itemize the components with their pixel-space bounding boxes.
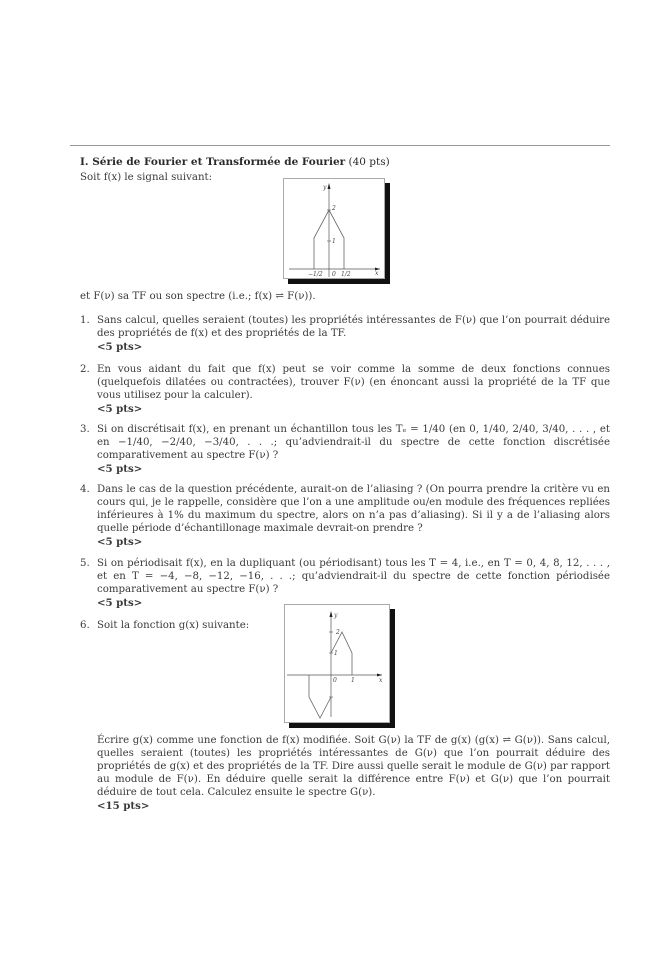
question-1 bbox=[80, 315, 610, 354]
signal-g-negative bbox=[309, 675, 331, 718]
question-number: 6. bbox=[80, 620, 90, 631]
question-points: <15 pts> bbox=[97, 799, 150, 812]
question-text: Dans le cas de la question précédente, aurait-on de l’aliasing ? (On pourra prendre la critère vu en cours qui, je le rappelle, considère que l’on a une amplitude ou/en module des fréquences repliées inférieures à 1% du maximum du spectre, alors on n’a pas d’aliasing). Si il y a de l’aliasing alors quelle période d’échantillonage maximale devrait-on prendre ? bbox=[97, 484, 610, 534]
question-points: <5 pts> bbox=[97, 340, 143, 353]
question-points: <5 pts> bbox=[97, 462, 143, 475]
question-5 bbox=[80, 558, 610, 610]
figure-f-plot bbox=[284, 179, 384, 278]
question-points: <5 pts> bbox=[97, 535, 143, 548]
x-tick-label-1: 1 bbox=[351, 677, 355, 684]
question-text: Si on périodisait f(x), en la dupliquant (ou périodisant) tous les T = 4, i.e., en T = 0, 4, 8, 12, . . . , et en T = −4, −8, −12, −16, . . .; qu’adviendrait-il du spectre de cette fonction périodisée comparativement au spectre F(ν) ? bbox=[97, 558, 610, 595]
question-6-followup-text: Écrire g(x) comme une fonction de f(x) modifiée. Soit G(ν) la TF de g(x) (g(x) ⇌ G(ν)). Sans calcul, quelles seraient (toutes) les propriétés intéressantes de G(ν) que l’on pourrait déduire des propriétés de g(x) et des propriétés de la TF. Dire aussi quelle serait le module de G(ν) par rapport au module de F(ν). En déduire quelle serait la différence entre F(ν) et G(ν) que l’on pourrait déduire de tout cela. Calculez ensuite le spectre G(ν). bbox=[97, 735, 610, 798]
x-label: x bbox=[375, 270, 379, 277]
question-text: Sans calcul, quelles seraient (toutes) les propriétés intéressantes de F(ν) que l’on pourrait déduire des propriétés de f(x) et des propriétés de la TF. bbox=[97, 315, 610, 339]
y-tick-label-1: 1 bbox=[332, 238, 336, 245]
question-points: <5 pts> bbox=[97, 596, 143, 609]
figure-g-plot bbox=[285, 605, 389, 722]
after-figure-text: et F(ν) sa TF ou son spectre (i.e.; f(x) ⇌ F(ν)). bbox=[80, 291, 316, 302]
x-tick-label-neg-half: −1/2 bbox=[308, 271, 323, 278]
question-number: 3. bbox=[80, 424, 90, 435]
y-axis-arrow bbox=[328, 183, 331, 189]
figure-f bbox=[283, 178, 385, 279]
figure-g bbox=[284, 604, 390, 723]
question-4 bbox=[80, 484, 610, 549]
question-number: 4. bbox=[80, 484, 90, 495]
question-number: 1. bbox=[80, 315, 90, 326]
question-3 bbox=[80, 424, 610, 476]
question-6-followup bbox=[80, 735, 610, 812]
question-points: <5 pts> bbox=[97, 402, 143, 415]
horizontal-rule bbox=[70, 145, 610, 146]
y-tick-label-2: 2 bbox=[332, 205, 336, 212]
section-title bbox=[80, 156, 390, 168]
y-label: y bbox=[334, 612, 338, 619]
intro-text: Soit f(x) le signal suivant: bbox=[80, 172, 213, 183]
section-title-bold: I. Série de Fourier et Transformée de Fourier bbox=[80, 156, 346, 168]
section-points: (40 pts) bbox=[348, 156, 390, 168]
y-tick-label-2: 2 bbox=[336, 629, 340, 636]
question-number: 2. bbox=[80, 364, 90, 375]
x-tick-label-0: 0 bbox=[333, 677, 337, 684]
y-tick-label-1: 1 bbox=[334, 650, 338, 657]
x-label: x bbox=[379, 677, 383, 684]
question-2 bbox=[80, 364, 610, 416]
y-label: y bbox=[323, 184, 327, 191]
question-text: Soit la fonction g(x) suivante: bbox=[97, 620, 250, 631]
x-tick-label-0: 0 bbox=[332, 271, 336, 278]
y-axis-arrow bbox=[330, 611, 333, 617]
question-text: En vous aidant du fait que f(x) peut se voir comme la somme de deux fonctions connues (quelquefois dilatées ou contractées), trouver F(ν) (en énoncant aussi la propriété de la TF que vous utilisez pour la calculer). bbox=[97, 364, 610, 401]
question-text: Si on discrétisait f(x), en prenant un échantillon tous les Tₑ = 1/40 (en 0, 1/40, 2/40, 3/40, . . . , et en −1/40, −2/40, −3/40, . . .; qu’adviendrait-il du spectre de cette fonction discrétisée comparativement au spectre F(ν) ? bbox=[97, 424, 610, 461]
question-number: 5. bbox=[80, 558, 90, 569]
x-tick-label-half: 1/2 bbox=[341, 271, 351, 278]
